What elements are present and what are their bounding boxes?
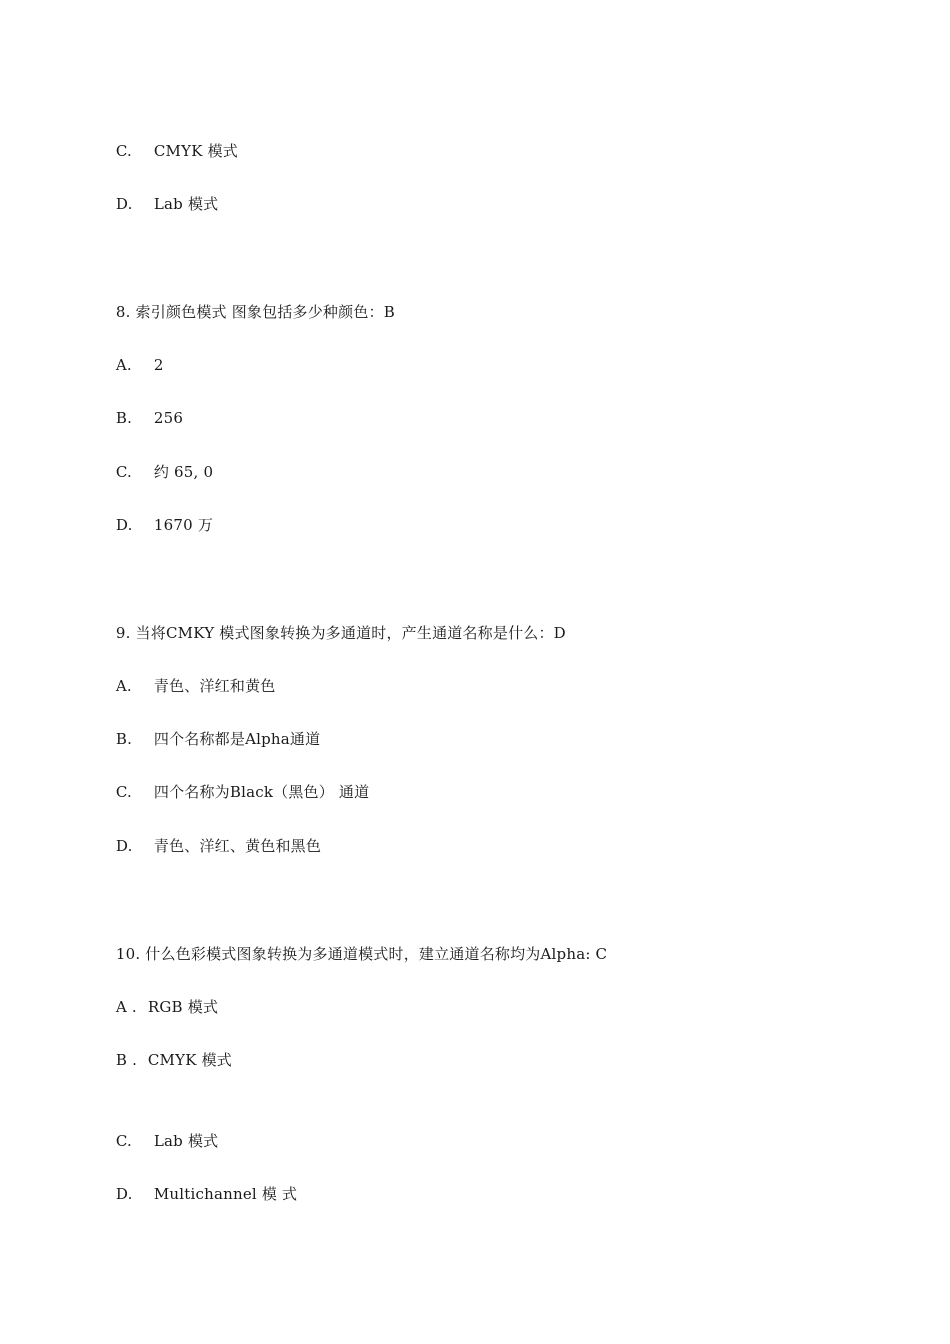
option-label: C.	[115, 1132, 132, 1150]
option-text: 2	[153, 356, 164, 374]
option-text: 1670 万	[153, 516, 214, 534]
option-label: D.	[115, 195, 133, 213]
option-text: 青色、洋红、黄色和黑色	[153, 837, 322, 855]
question-text: 8. 索引颜色模式 图象包括多少种颜色：B	[115, 303, 395, 321]
option-label: A .	[115, 998, 137, 1016]
option-line	[96, 335, 164, 395]
option-text: 青色、洋红和黄色	[153, 677, 276, 695]
option-line	[96, 656, 275, 716]
option-text: 四个名称为Black（黑色） 通道	[153, 783, 370, 801]
question-text: 10. 什么色彩模式图象转换为多通道模式时，建立通道名称均为Alpha: C	[115, 945, 608, 963]
option-text: Lab 模式	[153, 1132, 219, 1150]
option-text: RGB 模式	[147, 998, 219, 1016]
option-text: CMYK 模式	[153, 142, 238, 160]
option-text: 256	[153, 409, 184, 427]
option-label: D.	[115, 516, 133, 534]
question-text: 9. 当将CMKY 模式图象转换为多通道时，产生通道名称是什么：D	[115, 624, 566, 642]
option-line	[96, 709, 320, 769]
question-line	[96, 924, 607, 984]
option-text: CMYK 模式	[147, 1051, 232, 1069]
option-line	[96, 442, 213, 502]
option-label: C.	[115, 463, 132, 481]
option-label: B .	[115, 1051, 138, 1069]
option-line	[96, 174, 218, 234]
option-label: A.	[115, 677, 132, 695]
option-line	[96, 762, 369, 822]
option-label: D.	[115, 837, 133, 855]
option-line	[96, 495, 213, 555]
option-label: B.	[115, 409, 133, 427]
option-text: 四个名称都是Alpha通道	[153, 730, 321, 748]
option-text: Multichannel 模 式	[153, 1185, 298, 1203]
option-line	[96, 1030, 232, 1090]
option-line	[96, 1164, 297, 1224]
option-label: A.	[115, 356, 132, 374]
option-line	[96, 388, 183, 448]
option-line	[96, 1111, 218, 1171]
option-line	[96, 121, 238, 181]
option-label: D.	[115, 1185, 133, 1203]
option-text: Lab 模式	[153, 195, 219, 213]
option-label: C.	[115, 783, 132, 801]
option-line	[96, 977, 218, 1037]
question-line	[96, 603, 566, 663]
option-line	[96, 816, 321, 876]
question-line	[96, 282, 395, 342]
option-label: B.	[115, 730, 133, 748]
option-label: C.	[115, 142, 132, 160]
option-text: 约 65, 0	[153, 463, 214, 481]
